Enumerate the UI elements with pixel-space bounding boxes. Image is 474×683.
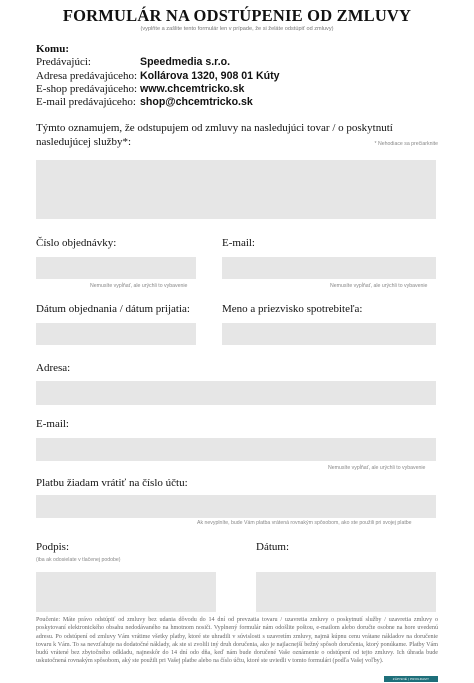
order-date-input[interactable]: [36, 323, 196, 345]
seller-email-label: E-mail predávajúceho:: [36, 96, 136, 109]
email2-label: E-mail:: [36, 418, 69, 430]
seller-email-value: shop@chcemtricko.sk: [140, 96, 253, 109]
email2-hint: Nemusíte vypĺňať, ale urýchli to vybavenie: [328, 465, 426, 471]
signature-label: Podpis:: [36, 541, 70, 553]
date-label: Dátum:: [256, 541, 289, 553]
form-title: FORMULÁR NA ODSTÚPENIE OD ZMLUVY: [62, 6, 412, 25]
form-subtitle: (vyplňte a zašlite tento formulár len v prípade, že si želáte odstúpiť od zmluvy): [140, 26, 334, 32]
goods-textarea[interactable]: [36, 160, 436, 219]
signature-box[interactable]: [36, 572, 216, 612]
recipient-heading: Komu:: [36, 43, 69, 55]
seller-address-value: Kollárova 1320, 908 01 Kúty: [140, 69, 280, 82]
seller-email-row: [36, 96, 456, 109]
seller-address-label: Adresa predávajúceho:: [36, 69, 138, 82]
order-number-input[interactable]: [36, 257, 196, 279]
email-label: E-mail:: [222, 237, 255, 249]
strike-out-note: * Nehodiace sa prečiarknite: [374, 141, 438, 147]
customer-name-input[interactable]: [222, 323, 436, 345]
seller-value: Speedmedia s.r.o.: [140, 56, 231, 69]
seller-label: Predávajúci:: [36, 56, 91, 69]
refund-account-hint: Ak nevyplníte, bude Vám platba vrátená rovnakým spôsobom, ako ste použili pri svojej platbe: [197, 520, 412, 526]
order-number-hint: Nemusíte vypĺňať, ale urýchli to vybavenie: [90, 283, 188, 289]
seller-row: [36, 56, 456, 69]
signature-hint: (iba ak odosielate v tlačenej podobe): [36, 557, 121, 563]
withdrawal-statement: Týmto oznamujem, že odstupujem od zmluvy na nasledujúci tovar / o poskytnutí nasledujúcej služby*:: [36, 122, 393, 148]
address-label: Adresa:: [36, 362, 71, 374]
email-hint: Nemusíte vypĺňať, ale urýchli to vybavenie: [330, 283, 428, 289]
seller-eshop-value: www.chcemtricko.sk: [140, 82, 245, 95]
date-input[interactable]: [256, 572, 436, 612]
refund-account-label: Platbu žiadam vrátiť na číslo účtu:: [36, 477, 188, 489]
footer-logo: ZÁPISNÉ | PROGRAMY: [384, 676, 438, 682]
email2-input[interactable]: [36, 438, 436, 461]
recipient-block: [36, 43, 456, 109]
seller-address-row: [36, 70, 456, 83]
seller-eshop-row: [36, 83, 456, 96]
footer-notice: Poučenie: Máte právo odstúpiť od zmluvy bez udania dôvodu do 14 dní od prevzatia tovaru / uzavretia zmluvy o poskytnutí služby / uzavretia zmluvy o poskytovaní elektronického obsahu nedodávaného na hmotnom nosiči. Vyplnený formulár nám odošlite poštou, e-mailom alebo doručte osobne na hore uvedenú adresu. Po odstúpení od zmluvy Vám vrátime všetky platby, ktoré ste uhradili v súvislosti s uzavretím zmluvy, najmä kúpnu cenu vrátane nákladov na doručenie tovaru k Vám. To sa nevzťahuje na dodatočné náklady, ak ste si zvolili iný druh doručenia, ako je najlacnejší bežný spôsob doručenia, ktorý ponúkame. Platby Vám budú vrátené bez zbytočného odkladu, najneskôr do 14 dní odo dňa, keď nám bude doručené Vaše oznámenie o odstúpení od tejto zmluvy. Ich úhrada bude uskutočnená rovnakým spôsobom, aký ste použili pri Vašej platbe alebo na číslo účtu, ktoré ste uviedli v tomto formulári (podľa Vašej voľby).: [36, 617, 438, 665]
order-number-label: Číslo objednávky:: [36, 237, 117, 249]
seller-eshop-label: E-shop predávajúceho:: [36, 82, 138, 95]
order-date-label: Dátum objednania / dátum prijatia:: [36, 303, 190, 315]
customer-name-label: Meno a priezvisko spotrebiteľa:: [222, 303, 363, 315]
refund-account-input[interactable]: [36, 495, 436, 518]
address-input[interactable]: [36, 381, 436, 405]
email-input[interactable]: [222, 257, 436, 279]
